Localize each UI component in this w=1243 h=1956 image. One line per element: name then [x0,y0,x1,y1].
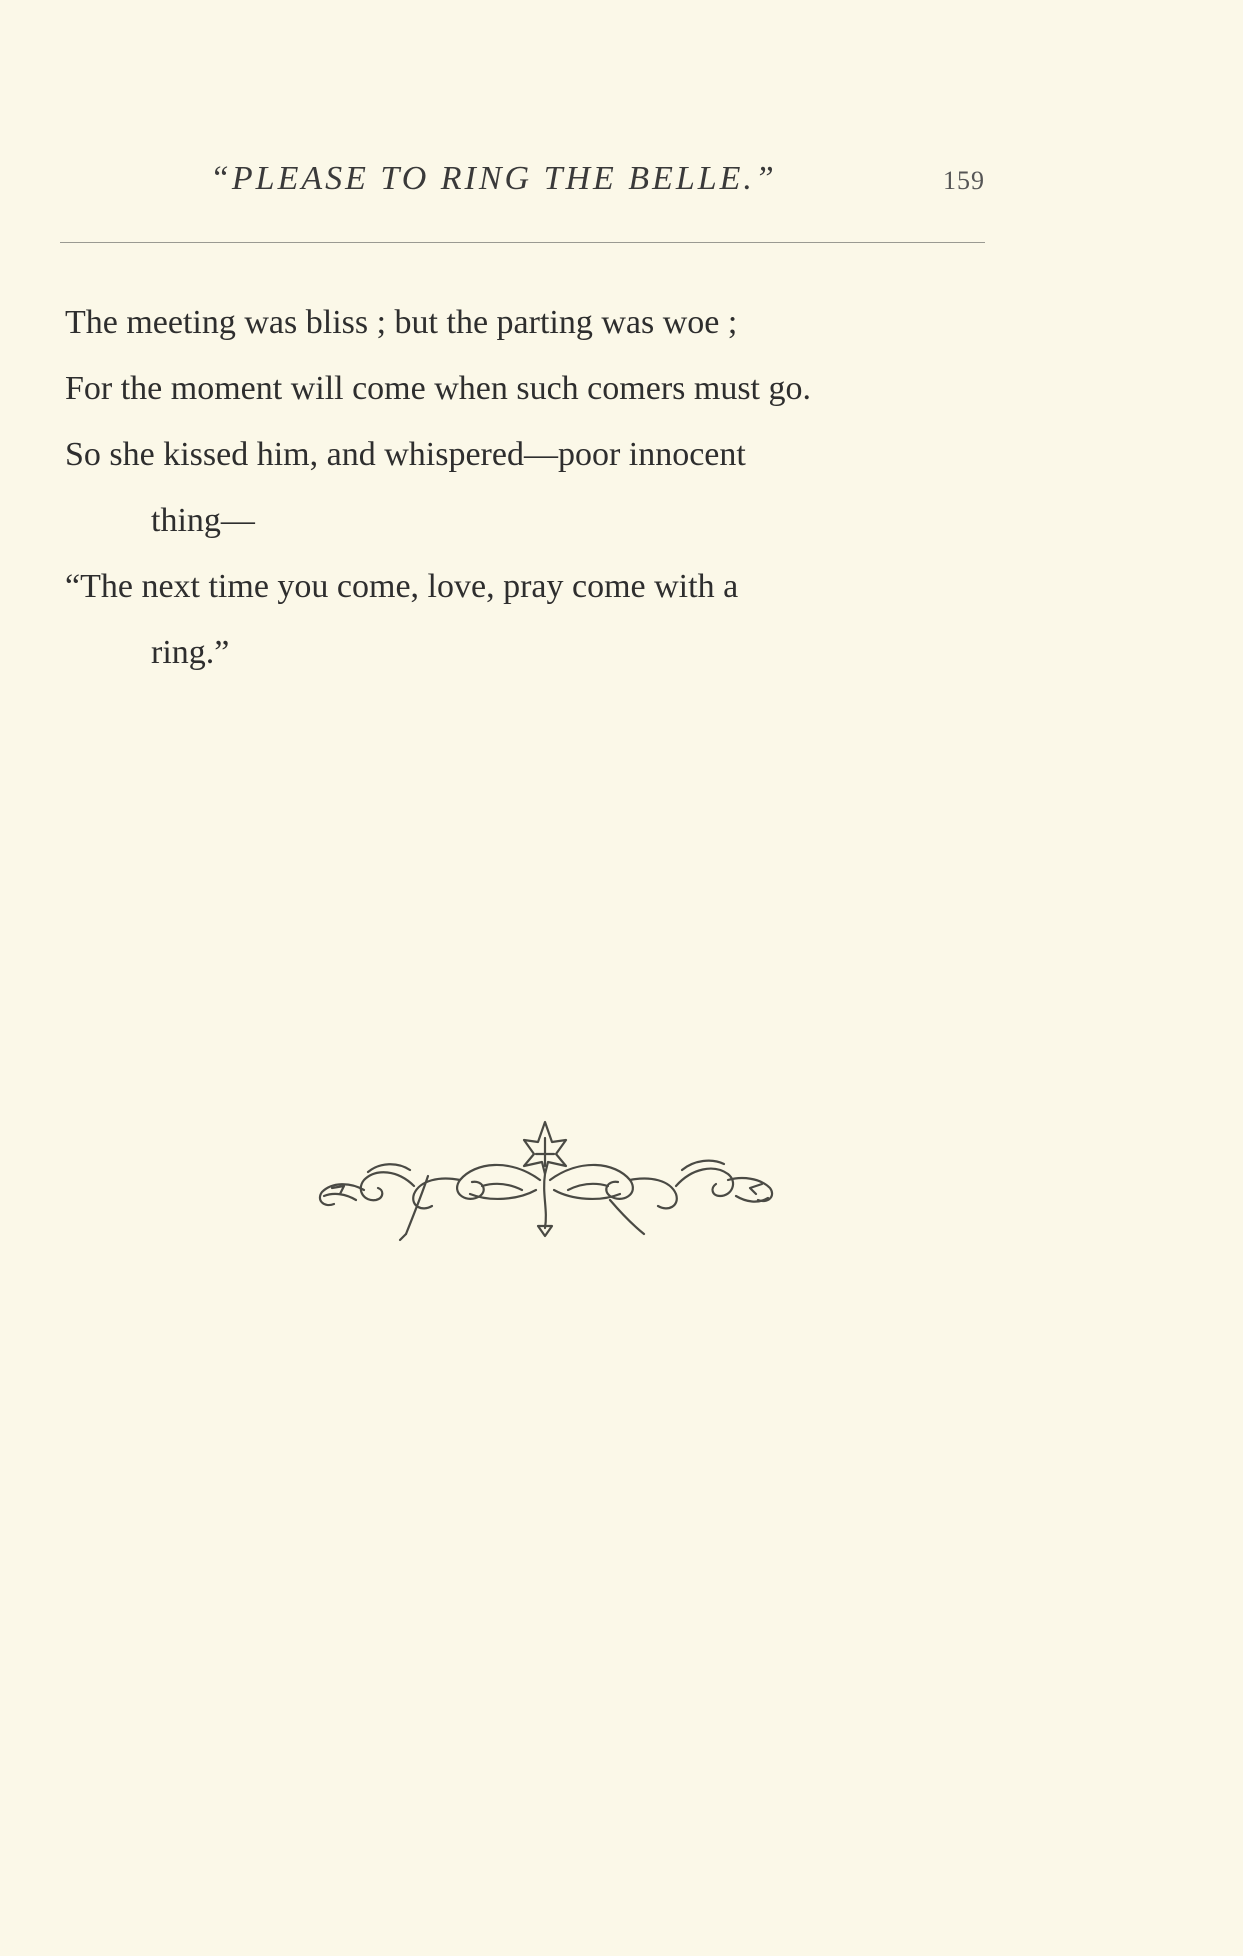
running-title: “PLEASE TO RING THE BELLE.” [210,160,777,197]
header-rule [60,242,985,243]
running-head [60,160,985,210]
verse-line: “The next time you come, love, pray come with a [65,568,739,605]
verse-line-continuation: ring.” [151,634,230,671]
page-number: 159 [943,166,985,195]
verse-line: The meeting was bliss ; but the parting was woe ; [65,304,738,341]
floral-tailpiece-icon [310,1110,780,1250]
verse-line: So she kissed him, and whispered—poor innocent [65,436,746,473]
verse-stanza [65,290,995,686]
verse-line-continuation: thing— [151,502,255,539]
verse-line: For the moment will come when such comers must go. [65,370,811,407]
